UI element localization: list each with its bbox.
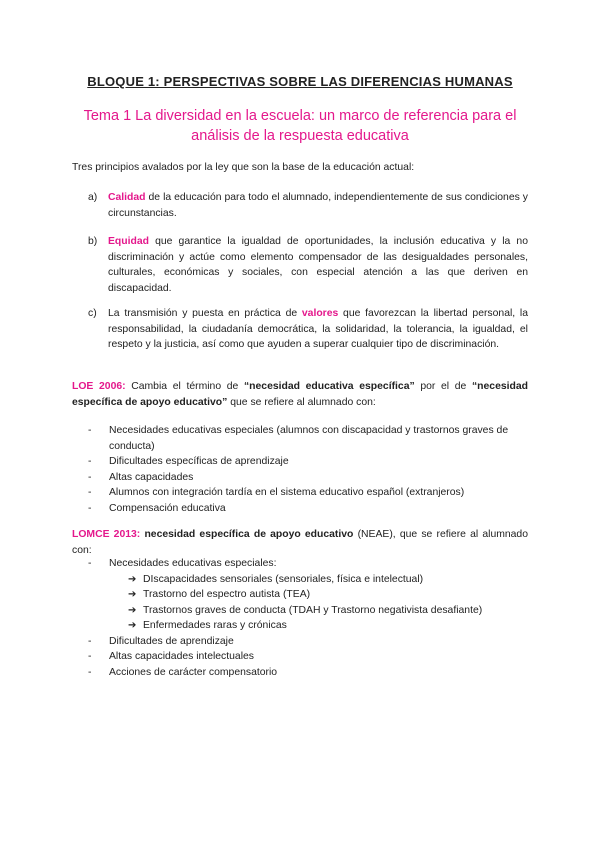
- list-item: [88, 634, 530, 650]
- list-item-text: Acciones de carácter compensatorio: [109, 666, 278, 678]
- principle-text: [108, 234, 528, 296]
- dash-marker: -: [88, 456, 92, 467]
- arrow-icon: ➔: [128, 573, 137, 585]
- principle-body: que favorezcan la libertad personal, la responsabilidad, la ciudadanía democrática, la solidaridad, la tolerancia, la igualdad, el respeto y la justicia, así como que ayuden a superar cualquier tipo de discriminación.: [108, 308, 529, 350]
- loe-text-1: Cambia el término de: [125, 381, 244, 392]
- lomce-list: [88, 556, 530, 680]
- sub-list-item: [88, 572, 530, 588]
- principle-text: [108, 190, 528, 221]
- list-item: [88, 485, 530, 501]
- loe-paragraph: [72, 379, 528, 410]
- sub-list-item-text: Trastorno del espectro autista (TEA): [143, 589, 311, 600]
- loe-term-2: “necesidad específica de apoyo educativo”: [72, 381, 528, 408]
- loe-label: LOE 2006:: [72, 381, 126, 392]
- dash-marker: -: [88, 635, 92, 647]
- list-item-text: Altas capacidades intelectuales: [109, 651, 254, 662]
- list-item-text: Alumnos con integración tardía en el sistema educativo español (extranjeros): [109, 487, 465, 498]
- dash-marker: -: [88, 471, 92, 483]
- lomce-term: necesidad específica de apoyo educativo: [144, 529, 354, 540]
- dash-marker: -: [88, 487, 92, 498]
- list-item: [88, 454, 530, 470]
- principle-marker: b): [88, 236, 98, 247]
- list-item-text: Altas capacidades: [109, 471, 194, 483]
- dash-marker: -: [88, 425, 92, 436]
- list-item: [88, 649, 530, 665]
- loe-text-2: por el de: [414, 381, 472, 392]
- list-item: [88, 501, 530, 517]
- intro-paragraph: Tres principios avalados por la ley que son la base de la educación actual:: [72, 162, 415, 173]
- list-item-text: Necesidades educativas especiales (alumnos con discapacidad y trastornos graves de conducta): [109, 425, 509, 452]
- list-item-text: Necesidades educativas especiales:: [109, 558, 277, 569]
- sub-list-item: [88, 603, 530, 619]
- dash-marker: -: [88, 651, 92, 662]
- list-item-text: Dificultades de aprendizaje: [109, 635, 234, 647]
- principle-body-before: La transmisión y puesta en práctica de: [108, 308, 302, 319]
- principle-a: [88, 190, 528, 221]
- list-item: [88, 556, 530, 572]
- lomce-paragraph: [72, 527, 528, 558]
- list-item: [88, 423, 530, 454]
- nee-sublist: [88, 572, 530, 634]
- arrow-icon: ➔: [128, 604, 137, 616]
- list-item-text: Compensación educativa: [109, 502, 226, 514]
- principle-text: [108, 306, 528, 353]
- principle-body: de la educación para todo el alumnado, independientemente de sus condiciones y circunstancias.: [108, 192, 528, 219]
- loe-term-1: “necesidad educativa específica”: [243, 381, 415, 392]
- principle-c: [88, 306, 528, 353]
- sub-list-item: [88, 618, 530, 634]
- arrow-icon: ➔: [128, 620, 137, 631]
- sub-list-item-text: DIscapacidades sensoriales (sensoriales, física e intelectual): [143, 573, 424, 585]
- dash-marker: -: [88, 502, 92, 514]
- sub-list-item-text: Trastornos graves de conducta (TDAH y Trastorno negativista desafiante): [143, 604, 483, 616]
- loe-list: [88, 423, 530, 516]
- nested-list-container: [88, 572, 530, 634]
- lomce-text: (NEAE), que se refiere al alumnado con:: [72, 529, 528, 556]
- list-item-text: Dificultades específicas de aprendizaje: [109, 456, 289, 467]
- lomce-label: LOMCE 2013:: [72, 529, 141, 540]
- principle-keyword: Equidad: [108, 236, 149, 247]
- arrow-icon: ➔: [128, 589, 137, 600]
- principle-body: que garantice la igualdad de oportunidades, la inclusión educativa y la no discriminación y actúe como elemento compensador de las desigualdades personales, culturales, económicas y sociales, con especial atención a las que deriven en discapacidad.: [108, 236, 528, 294]
- sub-list-item: [88, 587, 530, 603]
- tema-title: Tema 1 La diversidad en la escuela: un marco de referencia para el análisis de la respuesta educativa: [83, 108, 517, 144]
- dash-marker: -: [88, 666, 92, 678]
- principle-keyword: Calidad: [108, 192, 146, 203]
- principle-b: [88, 234, 528, 296]
- loe-text-3: que se refiere al alumnado con:: [227, 396, 376, 408]
- block-title: BLOQUE 1: PERSPECTIVAS SOBRE LAS DIFERENCIAS HUMANAS: [87, 74, 513, 89]
- principle-marker: c): [88, 308, 97, 319]
- list-item: [88, 470, 530, 486]
- sub-list-item-text: Enfermedades raras y crónicas: [143, 620, 287, 631]
- list-item: [88, 665, 530, 681]
- principle-keyword: valores: [301, 308, 339, 319]
- principle-marker: a): [88, 192, 98, 203]
- dash-marker: -: [88, 558, 92, 569]
